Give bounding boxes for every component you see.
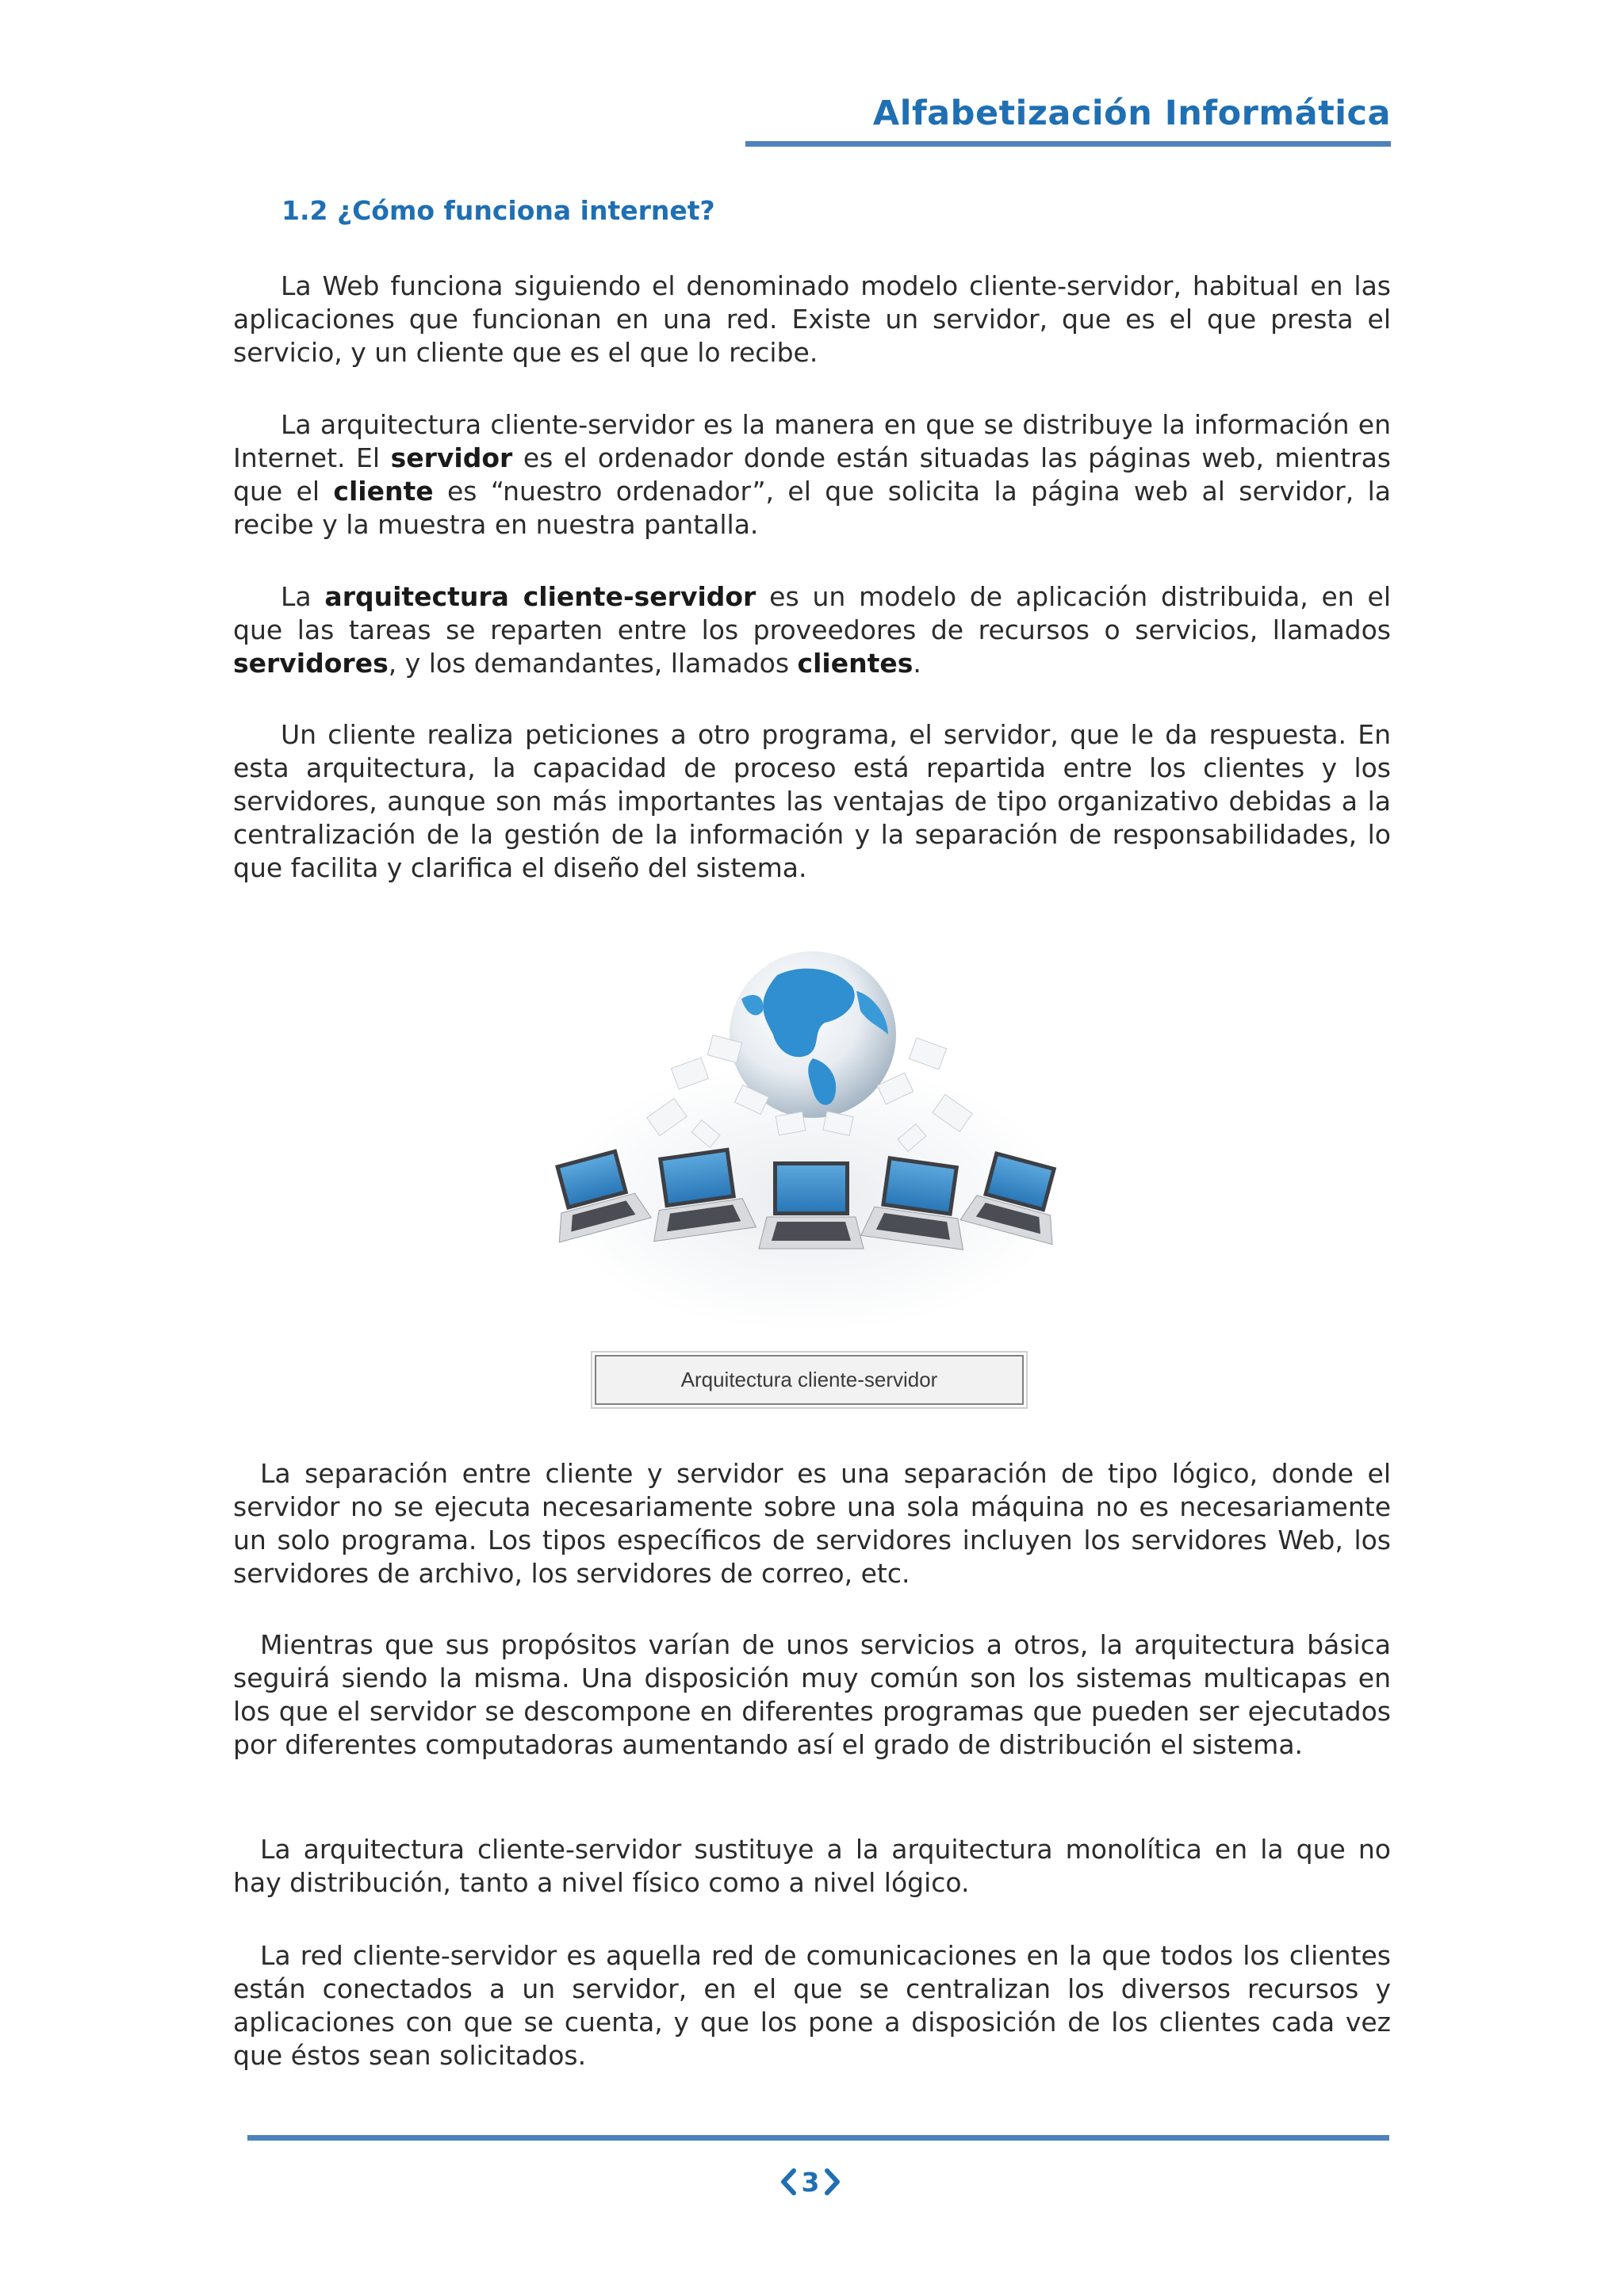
figure-caption: Arquitectura cliente-servidor bbox=[595, 1355, 1024, 1405]
paragraph-4-text: Un cliente realiza peticiones a otro programa, el servidor, que le da respuesta. En esta arquitectura, la capacidad de proceso está repartida entre los clientes y los servidores, aunque son más importantes las ventajas de tipo organizativo debidas a la centralización de la gestión de la información y la separación de responsabilidades, lo que facilita y clarifica el diseño del sistema. bbox=[233, 719, 1391, 883]
paragraph-2 bbox=[233, 408, 1391, 541]
paragraph-4 bbox=[233, 718, 1391, 885]
paragraph-7-text: La arquitectura cliente-servidor sustituye a la arquitectura monolítica en la que no hay distribución, tanto a nivel físico como a nivel lógico. bbox=[233, 1834, 1391, 1898]
section-heading: 1.2 ¿Cómo funciona internet? bbox=[282, 195, 715, 226]
paragraph-3-text-e: . bbox=[913, 648, 921, 679]
bold-term-arquitectura: arquitectura cliente-servidor bbox=[324, 581, 756, 612]
paragraph-5-text: La separación entre cliente y servidor es una separación de tipo lógico, donde el servidor no se ejecuta necesariamente sobre una sola máquina no es necesariamente un solo programa. Los tipos específicos de servidores incluyen los servidores Web, los servidores de archivo, los servidores de correo, etc. bbox=[233, 1458, 1391, 1589]
footer-rule bbox=[247, 2135, 1389, 2141]
paragraph-2-text-a: La arquitectura cliente-servidor es la manera en que se distribuye la información en Internet. El bbox=[233, 409, 1391, 473]
paragraph-1-text: La Web funciona siguiendo el denominado modelo cliente-servidor, habitual en las aplicaciones que funcionan en una red. Existe un servidor, que es el que presta el servicio, y un cliente que es el que lo recibe. bbox=[233, 270, 1391, 368]
paragraph-2-text-d: es “nuestro ordenador”, el que solicita la página web al servidor, la recibe y la muestra en nuestra pantalla. bbox=[233, 476, 1391, 540]
paragraph-2-text-c: es el ordenador donde están situadas las páginas web, mientras que el bbox=[233, 442, 1391, 507]
header-rule bbox=[745, 141, 1391, 147]
page-number-value: 3 bbox=[801, 2166, 820, 2198]
paragraph-3 bbox=[233, 580, 1391, 680]
document-header-title: Alfabetización Informática bbox=[872, 94, 1391, 133]
paragraph-6-text: Mientras que sus propósitos varían de unos servicios a otros, la arquitectura básica seguirá siendo la misma. Una disposición muy común son los sistemas multicapas en los que el servidor se descompone en diferentes programas que pueden ser ejecutados por diferentes computadoras aumentando así el grado de distribución el sistema. bbox=[233, 1629, 1391, 1760]
bold-term-servidores: servidores bbox=[233, 648, 389, 679]
chevron-left-icon bbox=[779, 2168, 797, 2195]
paragraph-5 bbox=[233, 1457, 1391, 1590]
paragraph-3-text-a: La bbox=[281, 581, 325, 612]
paragraph-3-text-c: es un modelo de aplicación distribuida, en el que las tareas se reparten entre los proveedores de recursos o servicios, llamados bbox=[233, 581, 1391, 645]
chevron-right-icon bbox=[824, 2168, 841, 2195]
paragraph-3-text-d: , y los demandantes, llamados bbox=[388, 648, 798, 679]
bold-term-clientes: clientes bbox=[797, 648, 914, 679]
client-server-illustration bbox=[539, 943, 1078, 1340]
bold-term-servidor: servidor bbox=[390, 442, 513, 473]
paragraph-6 bbox=[233, 1628, 1391, 1762]
paragraph-8-text: La red cliente-servidor es aquella red de comunicaciones en la que todos los clientes están conectados a un servidor, en el que se centralizan los diversos recursos y aplicaciones con que se cuenta, y que los pone a disposición de los clientes cada vez que éstos sean solicitados. bbox=[233, 1940, 1391, 2071]
laptop-icon-3 bbox=[759, 1161, 864, 1249]
paragraph-8 bbox=[233, 1939, 1391, 2072]
paragraph-7 bbox=[233, 1833, 1391, 1900]
bold-term-cliente: cliente bbox=[333, 476, 434, 507]
page-number bbox=[771, 2162, 850, 2202]
globe-with-laptops-icon bbox=[539, 943, 1078, 1340]
paragraph-1 bbox=[233, 270, 1391, 369]
